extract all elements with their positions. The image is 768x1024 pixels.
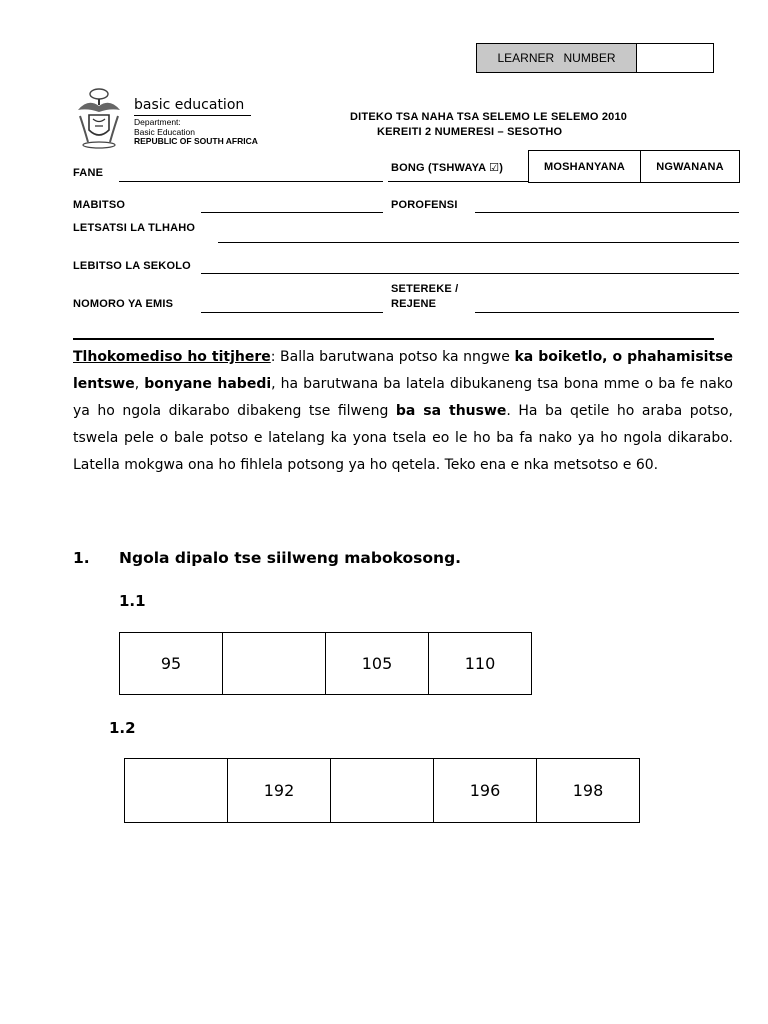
sequence-cell: 196 <box>434 759 537 823</box>
coat-of-arms-icon <box>74 88 124 150</box>
logo-dept-line3: REPUBLIC OF SOUTH AFRICA <box>134 136 258 146</box>
learner-number-box <box>476 43 714 73</box>
sequence-answer-cell[interactable] <box>125 759 228 823</box>
logo-title: basic education <box>134 97 245 113</box>
gender-label: BONG (TSHWAYA ☑) <box>391 162 504 174</box>
instructions-text-3: , ha barutwana ba latela dibukaneng tsa bona mme o ba fe nako ya ho ngola dikarabo dibakeng tse filweng <box>73 376 733 419</box>
learner-number-label: LEARNER NUMBER <box>477 44 637 72</box>
district-label: SETEREKE / <box>391 283 459 295</box>
question-text: Ngola dipalo tse siilweng mabokosong. <box>119 549 462 567</box>
names-label: MABITSO <box>73 199 126 211</box>
names-field[interactable] <box>201 212 383 213</box>
question-number: 1. <box>73 549 90 567</box>
instructions-text-4: . Ha ba qetile ho araba potso, tswela pele o bale potso e latelang ka yona tsela eo le ho ba fa nako ya ho ngola dikarabo. Latella mokgwa ona ho fihlela potsong ya ho qetela. Teko ena e nka metsotso e 60. <box>73 403 734 473</box>
logo-department <box>134 118 258 147</box>
subquestion-2-label: 1.2 <box>109 719 136 737</box>
sequence-cell: 95 <box>120 633 223 695</box>
sequence-table-2 <box>124 758 640 823</box>
school-name-label: LEBITSO LA SEKOLO <box>73 260 191 272</box>
instructions-text-1: : Balla barutwana potso ka nngwe <box>270 349 515 365</box>
section-divider <box>73 338 714 340</box>
exam-title: DITEKO TSA NAHA TSA SELEMO LE SELEMO 2010 <box>350 111 628 123</box>
teacher-instructions <box>73 344 733 479</box>
sequence-answer-cell[interactable] <box>223 633 326 695</box>
surname-label: FANE <box>73 167 104 179</box>
instructions-heading: Tlhokomediso ho titjhere <box>73 349 271 365</box>
emis-label: NOMORO YA EMIS <box>73 298 174 310</box>
sequence-answer-cell[interactable] <box>331 759 434 823</box>
instructions-bold-1: ka boiketlo, o phahamisitse lentswe <box>73 349 733 392</box>
instructions-text-2: , <box>134 376 145 392</box>
logo-dept-line1: Department: <box>134 117 181 127</box>
learner-number-field[interactable] <box>637 44 713 72</box>
exam-subtitle: KEREITI 2 NUMERESI – SESOTHO <box>377 126 563 138</box>
gender-option-girl[interactable]: NGWANANA <box>656 160 724 173</box>
gender-boxes <box>528 150 740 183</box>
emis-field[interactable] <box>201 312 383 313</box>
province-label: POROFENSI <box>391 199 458 211</box>
sequence-cell: 105 <box>326 633 429 695</box>
sequence-cell: 198 <box>537 759 640 823</box>
school-name-field[interactable] <box>201 273 739 274</box>
gender-option-boy[interactable]: MOSHANYANA <box>529 151 641 182</box>
birthdate-field[interactable] <box>218 242 739 243</box>
province-field[interactable] <box>475 212 739 213</box>
sequence-cell: 110 <box>429 633 532 695</box>
sequence-table-1 <box>119 632 532 695</box>
logo-dept-line2: Basic Education <box>134 126 195 137</box>
birthdate-label: LETSATSI LA TLHAHO <box>73 222 196 234</box>
instructions-bold-2: bonyane habedi <box>144 376 272 392</box>
instructions-bold-3: ba sa thuswe <box>395 403 507 419</box>
gender-underline <box>388 181 528 182</box>
sequence-cell: 192 <box>228 759 331 823</box>
surname-field[interactable] <box>119 181 383 182</box>
district-region-field[interactable] <box>475 312 739 313</box>
logo-underline <box>134 115 251 116</box>
region-label: REJENE <box>391 298 437 310</box>
subquestion-1-label: 1.1 <box>119 592 146 610</box>
